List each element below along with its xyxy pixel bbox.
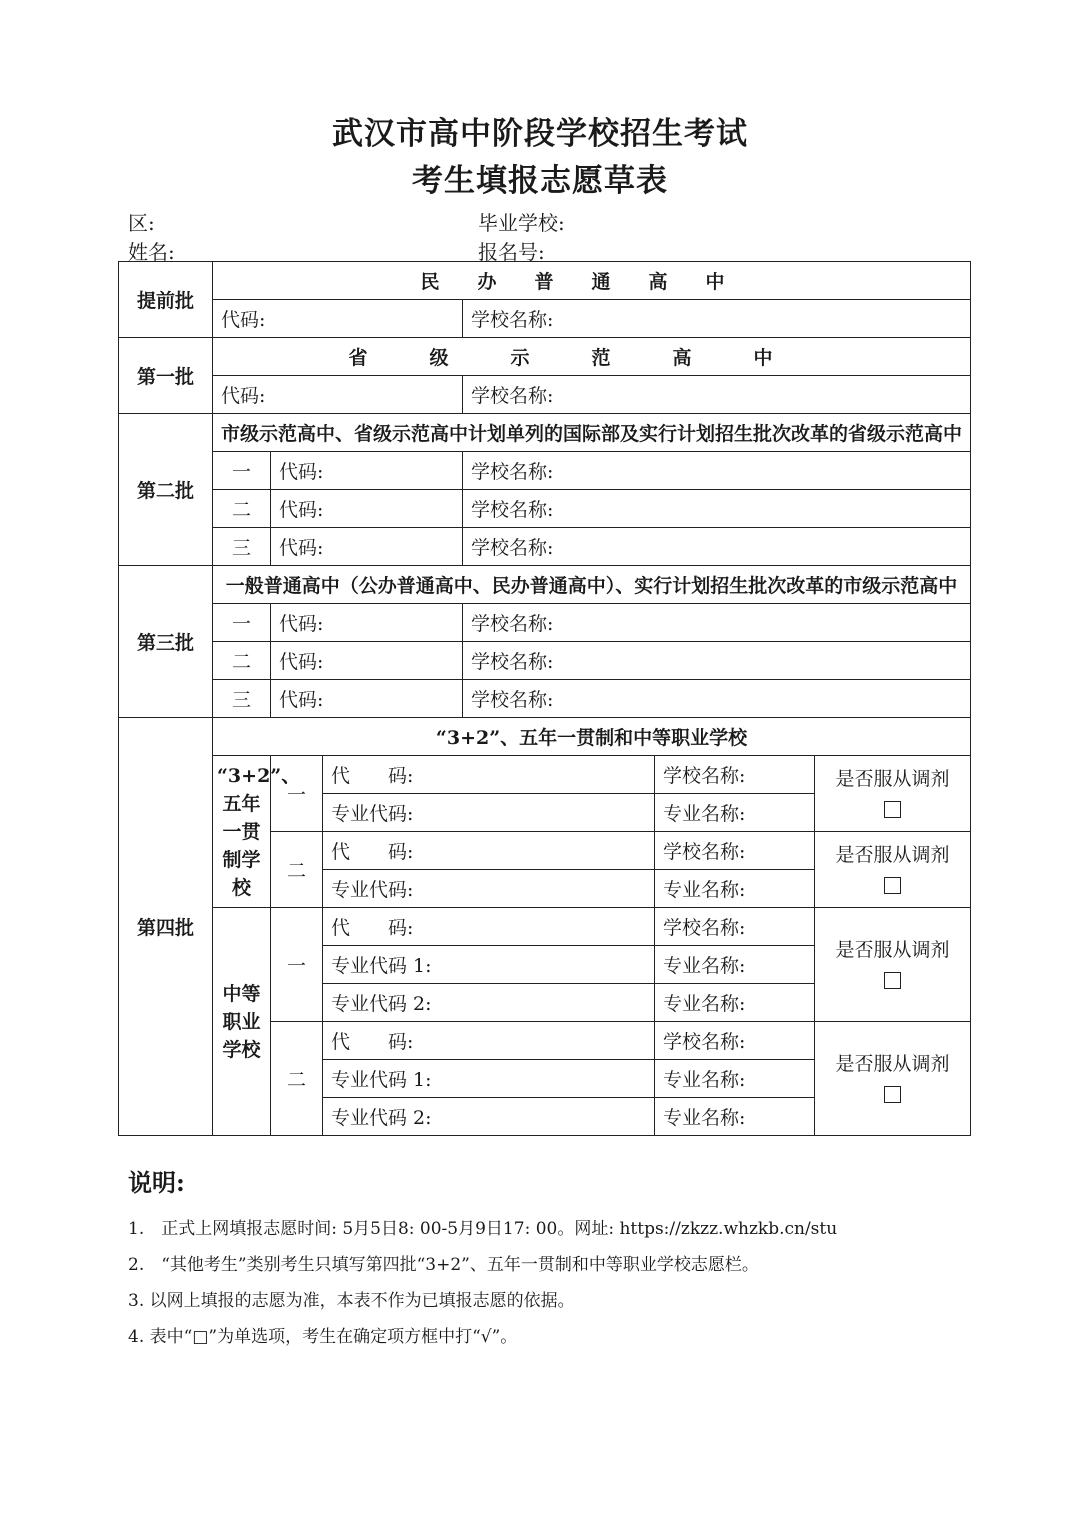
choice-number: 三 [213,680,271,718]
choice-number: 一 [271,908,323,1022]
third-batch-header-row [119,566,971,604]
note-item: 2. “其他考生”类别考生只填写第四批“3+2”、五年一贯制和中等职业学校志愿栏。 [128,1255,759,1275]
school-name-cell[interactable]: 学校名称: [463,300,971,338]
batch-header-first: 省级示范高中 [213,338,971,376]
choice-number: 二 [271,832,323,908]
adjustment-label: 是否服从调剂 [835,938,950,961]
fourth-batch-row [119,756,971,794]
major-code-cell[interactable]: 专业代码: [323,794,655,832]
school-name-cell[interactable]: 学校名称: [463,528,971,566]
batch-label-first: 第一批 [119,338,213,414]
major-code-1-cell[interactable]: 专业代码 1: [323,946,655,984]
form-title: 武汉市高中阶段学校招生考试 [332,116,748,152]
code-cell[interactable]: 代码: [271,604,463,642]
school-name-cell[interactable]: 学校名称: [463,452,971,490]
batch-header-fourth: “3+2”、五年一贯制和中等职业学校 [213,718,971,756]
choice-number: 二 [213,642,271,680]
major-name-cell[interactable]: 专业名称: [655,870,815,908]
adjustment-cell[interactable] [815,756,971,832]
adjustment-cell[interactable] [815,908,971,1022]
name-field: 姓名: [128,240,175,264]
fourth-batch-header-row [119,718,971,756]
adjustment-label: 是否服从调剂 [835,767,950,790]
school-name-cell[interactable]: 学校名称: [655,1022,815,1060]
code-cell[interactable]: 代 码: [323,756,655,794]
choice-number: 三 [213,528,271,566]
school-name-cell[interactable]: 学校名称: [655,756,815,794]
early-batch-row [119,300,971,338]
major-code-1-cell[interactable]: 专业代码 1: [323,1060,655,1098]
second-batch-choice-row [119,452,971,490]
second-batch-choice-row [119,528,971,566]
application-form-table [118,261,971,1136]
batch-label-early: 提前批 [119,262,213,338]
major-name-cell[interactable]: 专业名称: [655,984,815,1022]
second-batch-choice-row [119,490,971,528]
major-code-2-cell[interactable]: 专业代码 2: [323,1098,655,1136]
code-cell[interactable]: 代码: [213,376,463,414]
batch-header-early: 民办普通高中 [213,262,971,300]
major-code-2-cell[interactable]: 专业代码 2: [323,984,655,1022]
note-item: 1. 正式上网填报志愿时间: 5月5日8: 00-5月9日17: 00。网址: https://zkzz.whzkb.cn/stu [128,1219,838,1239]
note-item: 3. 以网上填报的志愿为准，本表不作为已填报志愿的依据。 [128,1291,575,1311]
registration-number-field: 报名号: [478,240,545,264]
school-name-cell[interactable]: 学校名称: [655,908,815,946]
code-cell[interactable]: 代码: [271,490,463,528]
subgroup-label-vocational: 中等职业学校 [213,908,271,1136]
batch-label-second: 第二批 [119,414,213,566]
subgroup-label-3plus2: “3+2”、五年一贯制学校 [213,756,271,908]
fourth-batch-row [119,908,971,946]
adjustment-checkbox[interactable] [884,801,901,818]
code-cell[interactable]: 代码: [213,300,463,338]
batch-label-fourth: 第四批 [119,718,213,1136]
second-batch-header-row [119,414,971,452]
major-name-cell[interactable]: 专业名称: [655,1098,815,1136]
adjustment-label: 是否服从调剂 [835,1052,950,1075]
choice-number: 一 [213,452,271,490]
code-cell[interactable]: 代 码: [323,908,655,946]
adjustment-checkbox[interactable] [884,877,901,894]
code-cell[interactable]: 代码: [271,680,463,718]
major-name-cell[interactable]: 专业名称: [655,794,815,832]
code-cell[interactable]: 代码: [271,642,463,680]
major-name-cell[interactable]: 专业名称: [655,946,815,984]
third-batch-choice-row [119,680,971,718]
graduating-school-field: 毕业学校: [478,211,565,235]
major-name-cell[interactable]: 专业名称: [655,1060,815,1098]
school-name-cell[interactable]: 学校名称: [463,604,971,642]
code-cell[interactable]: 代 码: [323,1022,655,1060]
choice-number: 二 [213,490,271,528]
major-code-cell[interactable]: 专业代码: [323,870,655,908]
batch-label-third: 第三批 [119,566,213,718]
adjustment-cell[interactable] [815,1022,971,1136]
district-field: 区: [128,211,155,235]
school-name-cell[interactable]: 学校名称: [463,490,971,528]
code-cell[interactable]: 代码: [271,452,463,490]
adjustment-label: 是否服从调剂 [835,843,950,866]
batch-header-third: 一般普通高中（公办普通高中、民办普通高中）、实行计划招生批次改革的市级示范高中 [213,566,971,604]
notes-heading: 说明: [128,1168,185,1197]
notes-section [128,1163,837,1358]
third-batch-choice-row [119,642,971,680]
batch-header-second: 市级示范高中、省级示范高中计划单列的国际部及实行计划招生批次改革的省级示范高中 [213,414,971,452]
early-batch-header-row [119,262,971,300]
choice-number: 一 [213,604,271,642]
third-batch-choice-row [119,604,971,642]
code-cell[interactable]: 代 码: [323,832,655,870]
note-item: 4. 表中“□”为单选项，考生在确定项方框中打“√”。 [128,1327,518,1347]
first-batch-header-row [119,338,971,376]
adjustment-cell[interactable] [815,832,971,908]
school-name-cell[interactable]: 学校名称: [463,642,971,680]
choice-number: 一 [271,756,323,832]
adjustment-checkbox[interactable] [884,972,901,989]
school-name-cell[interactable]: 学校名称: [463,680,971,718]
school-name-cell[interactable]: 学校名称: [463,376,971,414]
first-batch-row [119,376,971,414]
adjustment-checkbox[interactable] [884,1086,901,1103]
code-cell[interactable]: 代码: [271,528,463,566]
school-name-cell[interactable]: 学校名称: [655,832,815,870]
choice-number: 二 [271,1022,323,1136]
form-subtitle: 考生填报志愿草表 [412,163,668,199]
